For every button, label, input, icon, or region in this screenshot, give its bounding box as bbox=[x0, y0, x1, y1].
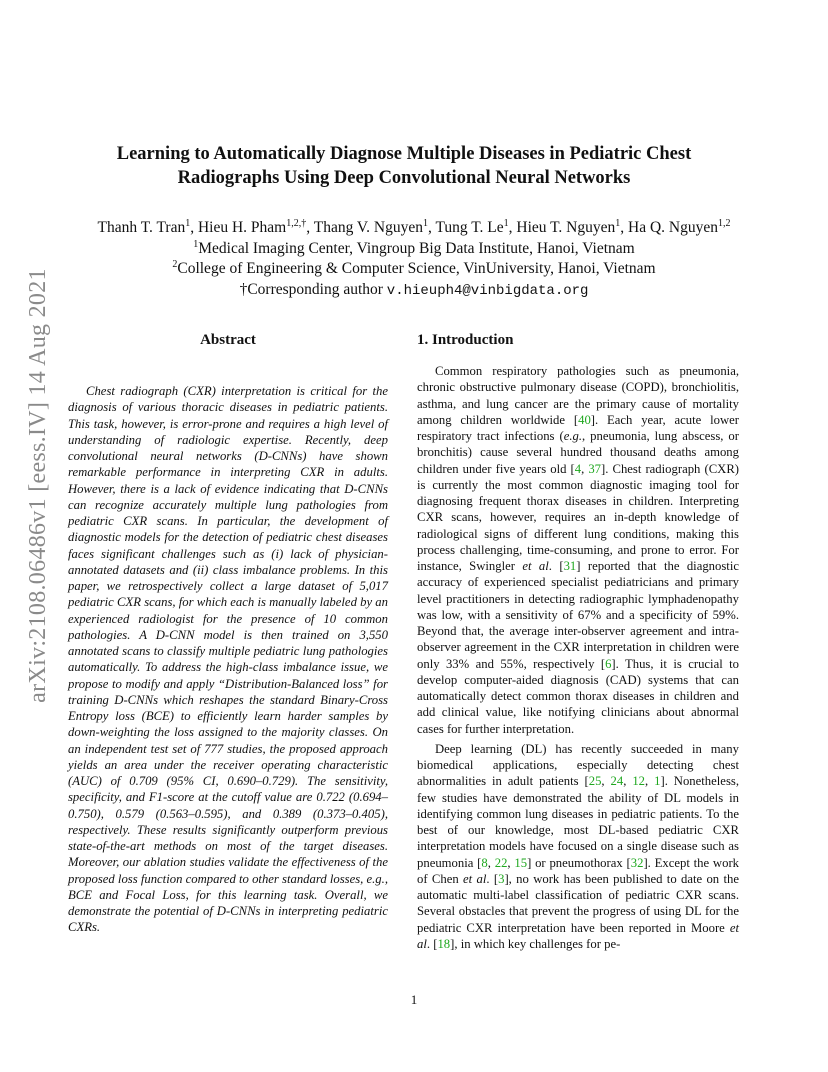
paragraph-text: ]. Each year, acute lower respiratory tract infections ( bbox=[417, 412, 740, 443]
corresponding-author-email[interactable]: v.hieuph4@vinbigdata.org bbox=[386, 282, 589, 299]
paragraph-text: , bbox=[581, 461, 589, 476]
paragraph-text: , bbox=[507, 855, 515, 870]
citation-link[interactable]: 37 bbox=[588, 461, 602, 476]
author-affiliation-mark: 1 bbox=[422, 217, 428, 229]
citation-link[interactable]: 3 bbox=[498, 871, 505, 886]
arxiv-identifier bbox=[10, 267, 66, 703]
citation-link[interactable]: 15 bbox=[514, 855, 528, 870]
paragraph-text: ] or pneumothorax [ bbox=[527, 855, 631, 870]
paragraph-text: ]. Except the work of Chen bbox=[417, 855, 740, 886]
affiliation-line bbox=[40, 259, 788, 280]
page-number: 1 bbox=[410, 992, 418, 1007]
paragraph-text: ] reported that the diagnostic accuracy of experienced specialist pediatricians and primary level practitioners in detecting radiographic lymphadenopathy was low, with a sensitivity of 67% and a specificity of 59%. Beyond that, the average inter-observer agreement and intra-observer agreement in the CXR interpretation in children were only 33% and 55%, respectively [ bbox=[417, 559, 739, 671]
emphasis-text: et al bbox=[463, 871, 487, 886]
citation-link[interactable]: 31 bbox=[563, 559, 577, 573]
introduction-paragraph bbox=[417, 363, 739, 737]
citation-link[interactable]: 8 bbox=[481, 855, 488, 870]
arxiv-identifier-text: arXiv:2108.06486v1 [eess.IV] 14 Aug 2021 bbox=[24, 267, 51, 703]
citation-link[interactable]: 4 bbox=[574, 461, 582, 476]
citation-link[interactable]: 18 bbox=[437, 936, 451, 951]
author-name: Thanh T. Tran bbox=[97, 219, 186, 236]
paragraph-text: ]. Thus, it is crucial to develop computer-aided diagnosis (CAD) systems that can automatically detect common thorax diseases in children and add clinical value, like notifying clinicians about abnormal cases for further interpretation. bbox=[417, 656, 739, 736]
paragraph-text: . [ bbox=[548, 559, 564, 573]
abstract-heading: Abstract bbox=[200, 332, 256, 348]
author-affiliation-mark: 1,2 bbox=[717, 217, 731, 229]
corresponding-author-label: †Corresponding author bbox=[239, 280, 387, 298]
citation-link[interactable]: 1 bbox=[654, 774, 661, 789]
author-name: Ha Q. Nguyen bbox=[628, 219, 718, 236]
corresponding-author-line bbox=[40, 280, 788, 302]
paragraph-text: . [ bbox=[486, 871, 499, 886]
paragraph-text: . [ bbox=[426, 936, 438, 951]
affiliation-mark: 2 bbox=[172, 258, 178, 270]
introduction-paragraph bbox=[417, 741, 739, 952]
citation-link[interactable]: 40 bbox=[578, 412, 591, 427]
abstract-text: Chest radiograph (CXR) interpretation is critical for the diagnosis of various thoracic diseases in pediatric patients. This task, however, is error-prone and requires a high level of understanding of radiologic expertise. Recently, deep convolutional neural networks (D-CNNs) have shown remarkable performance in interpreting CXR in adults. However, there is a lack of evidence indicating that D-CNNs can recognize accurately multiple lung pathologies from pediatric CXR scans. In particular, the development of diagnostic models for the detection of pediatric chest diseases faces significant challenges such as (i) lack of physician-annotated datasets and (ii) class imbalance problems. In this paper, we retrospectively collect a large dataset of 5,017 pediatric CXR scans, for which each is manually labeled by an experienced radiologist for the presence of 10 common pathologies. A D-CNN model is then trained on 3,550 annotated scans to classify multiple pediatric lung pathologies automatically. To address the high-class imbalance issue, we propose to modify and apply “Distribution-Balanced loss” for training D-CNNs which reshapes the standard Binary-Cross Entropy loss (BCE) to efficiently learn harder samples by down-weighting the loss assigned to the majority classes. On an independent test set of 777 studies, the proposed approach yields an area under the receiver operating characteristic (AUC) of 0.709 (95% CI, 0.690–0.729). The sensitivity, specificity, and F1-score at the cutoff value are 0.722 (0.694–0.750), 0.579 (0.563–0.595), and 0.389 (0.373–0.405), respectively. These results significantly outperform previous state-of-the-art methods on most of the target diseases. Moreover, our ablation studies validate the effectiveness of the proposed loss function compared to other standard losses, e.g., BCE and Focal Loss, for this learning task. Overall, we demonstrate the potential of D-CNNs in interpreting pediatric CXRs. bbox=[68, 384, 388, 935]
affiliation-text: College of Engineering & Computer Science, VinUniversity, Hanoi, Vietnam bbox=[177, 260, 656, 277]
emphasis-text: et al bbox=[522, 559, 549, 573]
introduction-body bbox=[417, 363, 739, 956]
author-affiliation-mark: 1 bbox=[615, 217, 621, 229]
author-affiliation-mark: 1,2,† bbox=[286, 217, 307, 229]
citation-link[interactable]: 24 bbox=[610, 774, 624, 789]
affiliation-mark: 1 bbox=[193, 238, 199, 250]
emphasis-text: et al bbox=[417, 920, 739, 951]
affiliation-text: Medical Imaging Center, Vingroup Big Data Institute, Hanoi, Vietnam bbox=[198, 239, 635, 257]
paragraph-text: ]. Nonetheless, few studies have demonstrated the ability of DL models in identifying common lung diseases in pediatric patients. To the best of our knowledge, most DL-based pediatric CXR interpretation models have focused on a single disease such as pneumonia [ bbox=[417, 774, 739, 870]
author-name: Tung T. Le bbox=[435, 219, 504, 236]
paragraph-text: ]. Chest radiograph (CXR) is currently the most common diagnostic imaging tool for diagnosing frequent thorax diseases in children. Interpreting CXR scans, however, requires an in-depth knowledge of radiological signs of different lung conditions, making this process challenging, time-consuming, and prone to error. For instance, Swingler bbox=[417, 461, 740, 573]
author-name: Hieu T. Nguyen bbox=[516, 219, 616, 236]
citation-link[interactable]: 32 bbox=[630, 855, 644, 870]
paragraph-text: , bbox=[645, 774, 655, 789]
paragraph-text: Deep learning (DL) has recently succeeded in many biomedical applications, especially detecting chest abnormalities in adult patients [ bbox=[417, 741, 739, 789]
author-list: Thanh T. Tran$^1$, Hieu H. Pham$^{1,2,\dagger}$, Thang V. Nguyen$^1$, Tung T. Le$^1$, Hieu T. Nguyen$^1$, Ha Q. Nguyen$^{1,2}$ bbox=[97, 217, 731, 236]
paragraph-text: , bbox=[623, 774, 633, 789]
author-name: Hieu H. Pham bbox=[197, 219, 287, 236]
author-name: Thang V. Nguyen bbox=[313, 219, 423, 236]
citation-link[interactable]: 25 bbox=[588, 774, 602, 789]
paper-title: Learning to Automatically Diagnose Multiple Diseases in Pediatric Chest Radiographs Using Deep Convolutional Neural Networks bbox=[116, 144, 692, 188]
affiliation-line bbox=[40, 239, 788, 260]
citation-link[interactable]: 22 bbox=[494, 855, 508, 870]
emphasis-text: e.g. bbox=[563, 429, 583, 443]
paragraph-text: ], in which key challenges for pe- bbox=[450, 936, 621, 951]
citation-link[interactable]: 6 bbox=[605, 656, 612, 671]
paragraph-text: ], no work has been published to date on the automatic multi-label classification of pediatric CXR scans. Several obstacles that prevent the progress of using DL for the pediatric CXR interpretation have been reported in Moore bbox=[417, 871, 739, 935]
paragraph-text: , bbox=[601, 774, 611, 789]
paragraph-text: , pneumonia, lung abscess, or bronchitis) cause several hundred thousand deaths among children under five years old [ bbox=[417, 429, 739, 476]
paragraph-text: Common respiratory pathologies such as pneumonia, chronic obstructive pulmonary disease (COPD), bronchiolitis, asthma, and lung cancer are the primary cause of mortality among children worldwide [ bbox=[417, 364, 739, 427]
citation-link[interactable]: 12 bbox=[632, 774, 646, 789]
author-affiliation-mark: 1 bbox=[185, 217, 191, 229]
introduction-heading: 1. Introduction bbox=[417, 332, 514, 348]
paragraph-text: , bbox=[487, 855, 495, 870]
author-affiliation-mark: 1 bbox=[503, 217, 509, 229]
author-block bbox=[40, 218, 788, 301]
